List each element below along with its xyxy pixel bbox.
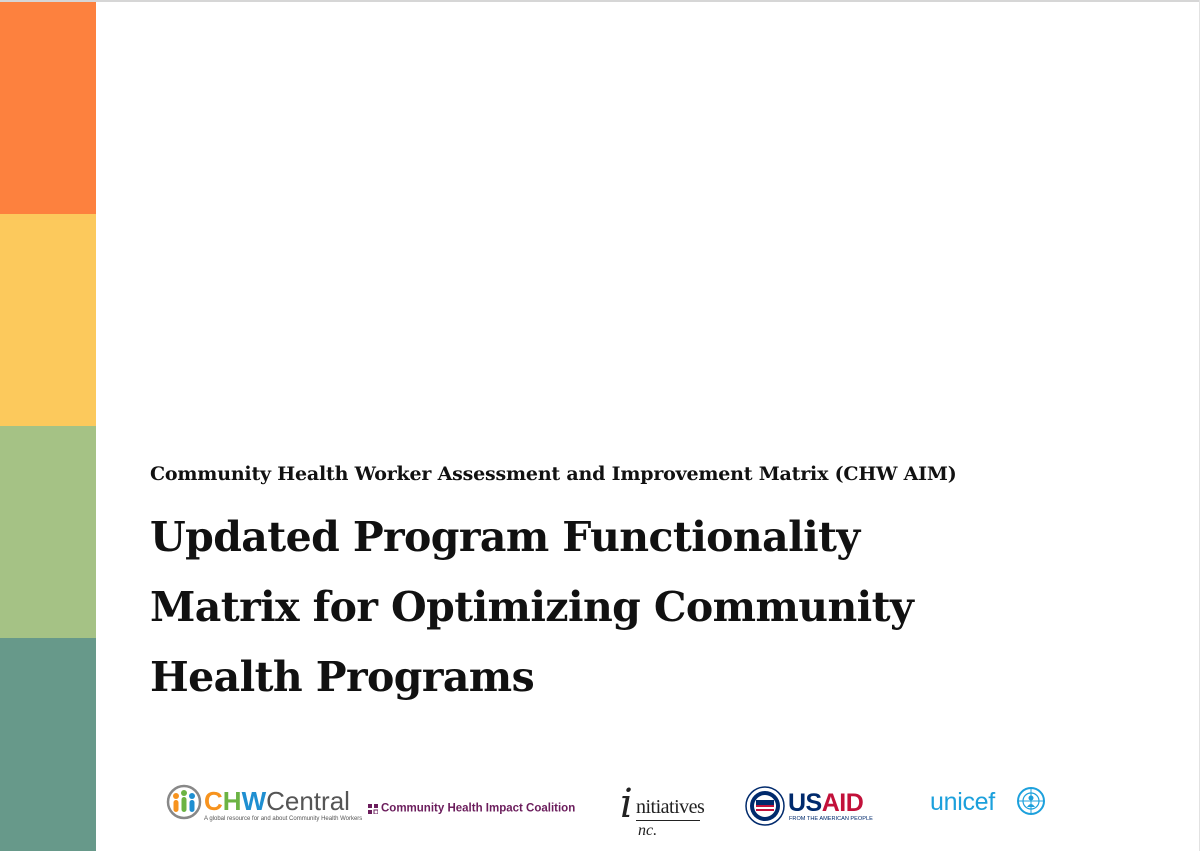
chw-letter-w: W [241,786,267,816]
color-stripe-orange [0,2,96,214]
chw-central-logo [166,784,363,824]
usaid-seal-icon [745,786,785,826]
unicef-globe-icon [1016,786,1046,816]
chic-wordmark: Community Health Impact Coalition [381,802,576,815]
initiatives-rule [636,820,700,821]
usaid-us: US [788,789,822,817]
partner-logos [0,770,1200,840]
chw-letter-c: C [204,786,223,816]
title-line-2: Matrix for Optimizing Community [150,583,914,631]
unicef-wordmark: unicef [930,788,995,816]
usaid-logo [745,784,875,834]
chw-central-text: Central [266,786,350,816]
initiatives-logo [618,781,708,839]
unicef-logo [930,786,1050,822]
usaid-aid: AID [821,789,864,817]
usaid-wordmark [788,790,863,816]
title-line-1: Updated Program Functionality [150,513,860,561]
document-title [150,502,1130,712]
chw-people-icon [166,784,202,820]
color-stripe-green [0,426,96,638]
initiatives-inc: nc. [638,822,658,839]
chic-mark-icon [368,804,378,814]
chw-central-wordmark [204,787,350,815]
chw-letter-h: H [222,786,242,816]
chic-logo [368,798,575,817]
color-stripe-yellow [0,214,96,426]
usaid-tagline: FROM THE AMERICAN PEOPLE [789,816,873,822]
document-subtitle: Community Health Worker Assessment and Improvement Matrix (CHW AIM) [150,463,957,485]
page-top-border [0,0,1200,2]
initiatives-i-glyph: i [620,781,633,827]
initiatives-wordmark: nitiatives [636,796,705,818]
title-line-3: Health Programs [150,653,535,701]
chw-central-tagline: A global resource for and about Community Health Workers [204,816,363,822]
